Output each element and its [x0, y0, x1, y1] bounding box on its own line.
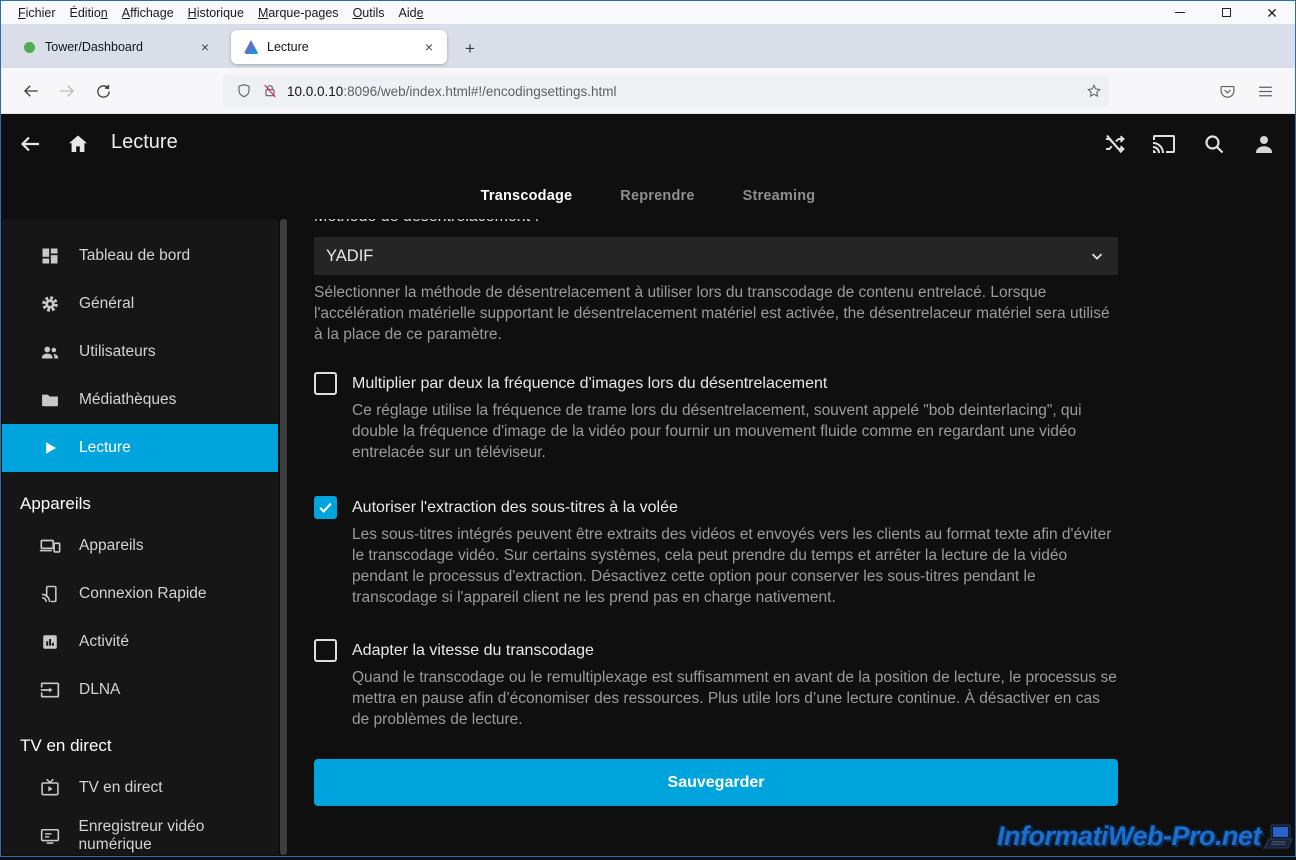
app-header: [2, 114, 1294, 219]
checkbox-row[interactable]: [314, 639, 1118, 662]
input-icon: [38, 678, 62, 702]
chevron-down-icon: [1088, 247, 1106, 265]
dashboard-icon: [38, 244, 62, 268]
page-title: Lecture: [111, 131, 178, 153]
maximize-icon: [1222, 8, 1231, 17]
sidebar-item-general[interactable]: [2, 280, 278, 328]
sidebar-item-users[interactable]: [2, 328, 278, 376]
dvr-icon: [38, 824, 62, 848]
sidebar-item-libraries[interactable]: [2, 376, 278, 424]
window-controls: [1157, 1, 1295, 24]
watermark-text: InformatiWeb-Pro.net: [996, 821, 1261, 851]
browser-tab-lecture[interactable]: [231, 30, 447, 64]
browser-tabstrip: [1, 24, 1295, 68]
syncplay-off-icon: [1102, 132, 1126, 156]
search-icon: [1202, 132, 1226, 156]
checkbox-description: Les sous-titres intégrés peuvent être extraits des vidéos et envoyés vers les clients au format texte afin d'éviter le transcodage vidéo. Sur certains systèmes, cela peut prendre du temps et arrêter la lecture de la vidéo pendant le processus d'extraction. Désactivez cette option pour conserver les sous-titres pendant le transcodage si l'appareil client ne les prend pas en charge nativement.: [352, 526, 1112, 606]
tab-close-icon[interactable]: ×: [424, 39, 434, 55]
menu-view[interactable]: Affichage: [121, 5, 174, 20]
menu-history[interactable]: Historique: [187, 5, 244, 20]
checkbox-description: Ce réglage utilise la fréquence de trame lors du désentrelacement, souvent appelé "bob deinterlacing", qui double la fréquence d'image de la vidéo pour fournir un mouvement fluide comme en regardant une vidéo entrelacée sur un téléviseur.: [352, 402, 1082, 461]
menu-edit[interactable]: Édition: [69, 5, 108, 20]
tab-close-icon[interactable]: ×: [200, 39, 210, 55]
tower-favicon: [21, 39, 37, 55]
cast-button[interactable]: [1146, 126, 1182, 162]
sidebar-item-devices[interactable]: [2, 522, 278, 570]
pocket-icon: [1219, 83, 1236, 100]
close-icon: ✕: [1266, 4, 1278, 21]
sidebar-item-label: Connexion Rapide: [79, 585, 207, 602]
insecure-lock-icon[interactable]: [257, 78, 283, 104]
bookmark-star-button[interactable]: [1079, 77, 1109, 105]
checkbox-row[interactable]: [314, 496, 1118, 519]
pocket-button[interactable]: [1211, 76, 1243, 106]
star-icon: [1086, 83, 1102, 99]
person-icon: [1252, 132, 1276, 156]
tab-reprendre[interactable]: Reprendre: [620, 188, 695, 204]
hamburger-icon: [1257, 83, 1274, 100]
sidebar-item-dlna[interactable]: [2, 666, 278, 714]
home-button[interactable]: [60, 126, 96, 162]
arrow-back-icon: [18, 132, 42, 156]
sidebar-item-label: Général: [79, 295, 135, 312]
sidebar-item-label: Tableau de bord: [79, 247, 191, 264]
sidebar-item-label: Utilisateurs: [79, 343, 156, 360]
devices-icon: [38, 534, 62, 558]
sidebar-item-label: Médiathèques: [79, 391, 177, 408]
browser-navbar: [1, 68, 1295, 114]
sidebar-item-dashboard[interactable]: [2, 232, 278, 280]
checkbox-unchecked[interactable]: [314, 639, 337, 662]
menu-help[interactable]: Aide: [398, 5, 424, 20]
browser-tab-tower-dashboard[interactable]: [9, 30, 223, 64]
minimize-icon: [1175, 12, 1185, 13]
back-icon: [22, 82, 40, 100]
menu-bookmarks[interactable]: Marque-pages: [257, 5, 339, 20]
live-tv-icon: [38, 776, 62, 800]
play-icon: [38, 436, 62, 460]
sidebar-item-label: Activité: [79, 633, 129, 650]
sidebar-item-activity[interactable]: [2, 618, 278, 666]
deinterlace-method-select[interactable]: [314, 237, 1118, 275]
syncplay-button[interactable]: [1096, 126, 1132, 162]
sidebar-item-dvr[interactable]: [2, 812, 278, 860]
activity-chart-icon: [38, 630, 62, 654]
new-tab-button[interactable]: +: [465, 39, 475, 58]
users-icon: [38, 340, 62, 364]
menu-tools[interactable]: Outils: [352, 5, 385, 20]
sidebar-item-playback[interactable]: [2, 424, 278, 472]
save-button[interactable]: Sauvegarder: [314, 759, 1118, 806]
checkbox-field-throttle-transcodes: [314, 639, 1118, 730]
checkbox-checked[interactable]: [314, 496, 337, 519]
checkbox-label[interactable]: Multiplier par deux la fréquence d'images lors du désentrelacement: [352, 374, 828, 392]
reload-button[interactable]: [87, 75, 119, 107]
back-button[interactable]: [15, 75, 47, 107]
minimize-button[interactable]: [1157, 1, 1203, 24]
checkbox-unchecked[interactable]: [314, 372, 337, 395]
app-back-button[interactable]: [12, 126, 48, 162]
browser-menubar: [1, 1, 1295, 24]
folder-icon: [38, 388, 62, 412]
sidebar-section-livetv: TV en direct: [20, 736, 112, 755]
shield-icon[interactable]: [231, 78, 257, 104]
select-value: YADIF: [326, 246, 374, 265]
tab-title: Tower/Dashboard: [45, 40, 143, 54]
url-bar[interactable]: [223, 75, 1109, 107]
home-icon: [66, 132, 90, 156]
tab-transcodage[interactable]: Transcodage: [480, 188, 573, 204]
search-button[interactable]: [1196, 126, 1232, 162]
admin-sidebar: [2, 219, 278, 855]
gear-icon: [38, 292, 62, 316]
encoding-settings-form: [314, 219, 1118, 806]
sidebar-item-label: Enregistreur vidéo numérique: [78, 818, 205, 853]
tab-streaming[interactable]: Streaming: [742, 188, 816, 204]
forward-icon: [58, 82, 76, 100]
checkmark-icon: [317, 499, 334, 516]
checkbox-field-double-framerate: [314, 372, 1118, 463]
checkbox-label[interactable]: Adapter la vitesse du transcodage: [352, 641, 594, 659]
sidebar-section-devices: Appareils: [20, 494, 91, 513]
checkbox-field-subtitle-extraction: [314, 496, 1118, 608]
scrollbar-thumb[interactable]: [280, 219, 287, 855]
quick-connect-icon: [38, 582, 62, 606]
sidebar-item-label: DLNA: [79, 681, 121, 698]
jellyfin-favicon: [243, 39, 259, 55]
checkbox-row[interactable]: [314, 372, 1118, 395]
deinterlace-method-description: Sélectionner la méthode de désentrelacement à utiliser lors du transcodage de contenu entrelacé. Lorsque l'accélération matérielle supportant le désentrelacement matériel est activée, the désentrelaceur matériel sera utilisé à la place de ce paramètre.: [314, 284, 1110, 343]
user-button[interactable]: [1246, 126, 1282, 162]
checkbox-description: Quand le transcodage ou le remultiplexage est suffisamment en avant de la position de lecture, le processus se mettra en pause afin d’économiser des ressources. Plus utile lors d’une lecture continue. À désactiver en cas de problèmes de lecture.: [352, 669, 1117, 728]
url-text: 10.0.0.10:8096/web/index.html#!/encodingsettings.html: [287, 83, 617, 99]
settings-tabs: [2, 182, 1294, 210]
sidebar-scrollbar[interactable]: [278, 219, 289, 855]
reload-icon: [95, 83, 112, 100]
maximize-button[interactable]: [1203, 1, 1249, 24]
forward-button[interactable]: [51, 75, 83, 107]
menu-file[interactable]: Fichier: [18, 5, 56, 20]
sidebar-item-label: TV en direct: [79, 779, 163, 796]
cast-icon: [1152, 132, 1176, 156]
tab-title: Lecture: [267, 40, 309, 54]
sidebar-item-livetv[interactable]: [2, 764, 278, 812]
sidebar-item-label: Lecture: [79, 439, 131, 456]
checkbox-label[interactable]: Autoriser l'extraction des sous-titres à la volée: [352, 498, 678, 516]
close-button[interactable]: [1249, 1, 1295, 24]
sidebar-item-label: Appareils: [79, 537, 144, 554]
sidebar-item-quick-connect[interactable]: [2, 570, 278, 618]
app-menu-button[interactable]: [1249, 76, 1281, 106]
laptop-icon: [1263, 824, 1293, 850]
